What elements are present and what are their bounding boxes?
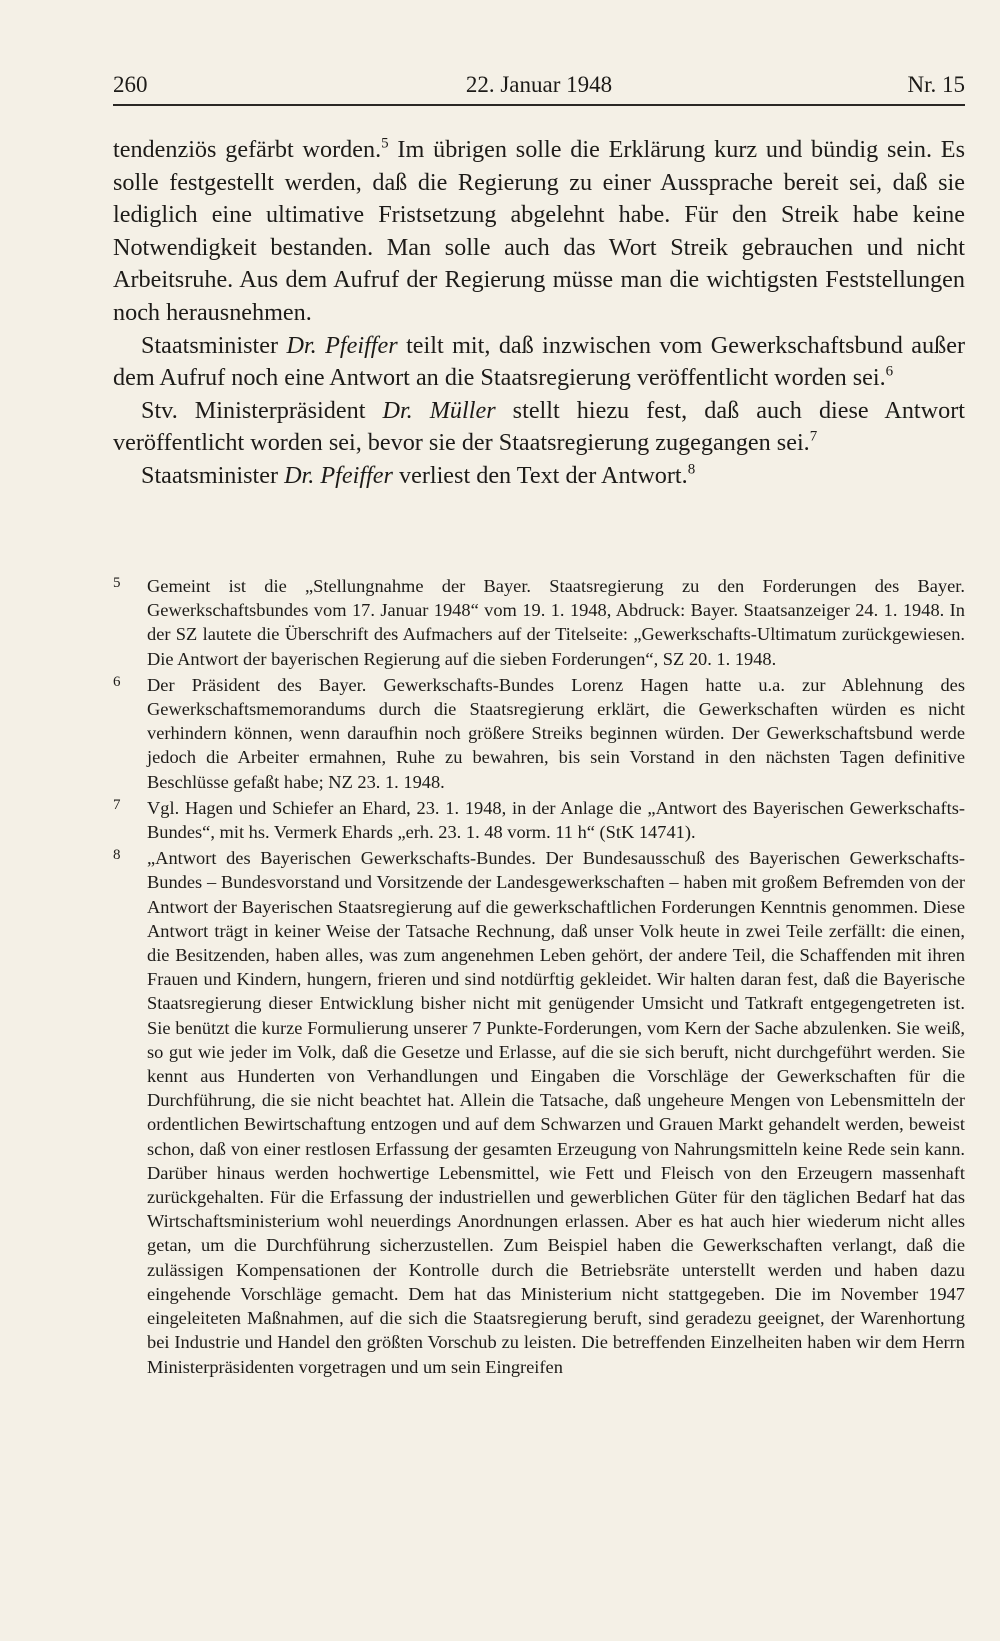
- footnote: [113, 846, 965, 1378]
- speaker-name: Dr. Pfeiffer: [284, 461, 393, 489]
- speaker-name: Dr. Müller: [382, 396, 496, 424]
- footnote-text: „Antwort des Bayerischen Gewerkschafts-Bundes. Der Bundesausschuß des Bayerischen Gewerkschafts-Bundes – Bundesvorstand und Vorsitzende der Landesgewerkschaften – haben mit großem Befremden von der Antwort der Bayerischen Staatsregierung auf die gewerkschaftlichen Forderungen Kenntnis genommen. Diese Antwort trägt in keiner Weise der Tatsache Rechnung, daß unser Volk heute in zwei Teile zerfällt: die einen, die Besitzenden, haben alles, was zum angenehmen Leben gehört, der andere Teil, die Schaffenden mit ihren Frauen und Kindern, hungern, frieren und sind notdürftig gekleidet. Wir halten daran fest, daß die Bayerische Staatsregierung dieser Entwicklung bisher nicht mit genügender Umsicht und Tatkraft entgegengetreten ist. Sie benützt die kurze Formulierung unserer 7 Punkte-Forderungen, vom Kern der Sache abzulenken. Sie weiß, so gut wie jeder im Volk, daß die Gesetze und Erlasse, auf die sie sich beruft, nicht durchgeführt werden. Sie kennt aus Hunderten von Verhandlungen und Eingaben die Vorschläge der Gewerkschaften für die Durchführung, die sie nicht beachtet hat. Allein die Tatsache, daß ungeheure Mengen von Lebensmitteln der ordentlichen Bewirtschaftung entzogen und auf dem Schwarzen und Grauen Markt gehandelt werden, beweist schon, daß von einer restlosen Erfassung der gesamten Erzeugung von Nahrungsmitteln keine Rede sein kann. Darüber hinaus werden hochwertige Lebensmittel, wie Fett und Fleisch von den Erzeugern massenhaft zurückgehalten. Für die Erfassung der industriellen und gewerblichen Güter für den täglichen Bedarf hat das Wirtschaftsministerium wohl neuerdings Anordnungen erlassen. Aber es hat auch hier wiederum nicht alles getan, um die Durchführung sicherzustellen. Zum Beispiel haben die Gewerkschaften verlangt, daß die zulässigen Kompensationen der Kontrolle durch die Betriebsräte unterstellt werden und haben dazu eingehende Vorschläge gemacht. Dem hat das Ministerium nicht stattgegeben. Die im November 1947 eingeleiteten Maßnahmen, auf die sich die Staatsregierung beruft, sind geradezu geeignet, der Warenhortung bei Industrie und Handel den größten Vorschub zu leisten. Die betreffenden Einzelheiten haben wir dem Herrn Ministerpräsidenten vorgetragen und um sein Eingreifen: [147, 848, 965, 1377]
- page-number: 260: [113, 72, 148, 97]
- paragraph: Staatsminister Dr. Pfeiffer teilt mit, daß inzwischen vom Gewerkschaftsbund außer dem Aufruf noch eine Antwort an die Staatsregierung veröffentlicht worden sei.$^6$: [113, 331, 965, 392]
- footnote-number: 6: [113, 673, 121, 690]
- footnote-text: Vgl. Hagen und Schiefer an Ehard, 23. 1. 1948, in der Anlage die „Antwort des Bayerischen Gewerkschafts-Bundes“, mit hs. Vermerk Ehards „erh. 23. 1. 48 vorm. 11 h“ (StK 14741).: [147, 797, 965, 843]
- footnote-number: 5: [113, 575, 121, 591]
- footnote-ref: 8: [687, 461, 696, 478]
- main-text: [113, 134, 965, 493]
- paragraph: tendenziös gefärbt worden.$^5$ Im übrigen solle die Erklärung kurz und bündig sein. Es solle festgestellt werden, daß die Regierung zu einer Aussprache bereit sei, daß sie lediglich eine ultimative Fristsetzung abgelehnt habe. Für den Streik habe keine Notwendigkeit bestanden. Man solle auch das Wort Streik gebrauchen und nicht Arbeitsruhe. Aus dem Aufruf der Regierung müsse man die wichtigsten Feststellungen noch herausnehmen.: [113, 135, 965, 326]
- footnote-ref: 5: [381, 135, 389, 152]
- document-number: Nr. 15: [907, 72, 965, 97]
- footnote-ref: 6: [885, 363, 894, 380]
- header-date: 22. Januar 1948: [465, 72, 613, 97]
- paragraph: Stv. Ministerpräsident Dr. Müller stellt hiezu fest, daß auch diese Antwort veröffentlicht worden sei, bevor sie der Staatsregierung zugegangen sei.$^7$: [113, 396, 965, 457]
- footnote: [113, 574, 965, 671]
- footnote: [113, 673, 965, 794]
- footnotes: [113, 574, 965, 1381]
- footnote-text: Der Präsident des Bayer. Gewerkschafts-Bundes Lorenz Hagen hatte u.a. zur Ablehnung des Gewerkschaftsmemorandums durch die Staatsregierung erklärt, die Gewerkschaften würden es nicht verhindern können, wenn daraufhin noch größere Streiks beginnen würden. Der Gewerkschaftsbund werde jedoch die Arbeiter ermahnen, Ruhe zu bewahren, bis sein Vorstand in den nächsten Tagen definitive Beschlüsse gefaßt habe; NZ 23. 1. 1948.: [147, 674, 965, 792]
- footnote-text: Gemeint ist die „Stellungnahme der Bayer. Staatsregierung zu den Forderungen des Bayer. Gewerkschaftsbundes vom 17. Januar 1948“ vom 19. 1. 1948, Abdruck: Bayer. Staatsanzeiger 24. 1. 1948. In der SZ lautete die Überschrift des Aufmachers auf der Titelseite: „Gewerkschafts-Ultimatum zurückgewiesen. Die Antwort der bayerischen Regierung auf die sieben Forderungen“, SZ 20. 1. 1948.: [147, 576, 965, 669]
- footnote-number: 7: [113, 796, 121, 813]
- footnote: [113, 796, 965, 844]
- footnote-ref: 7: [809, 429, 818, 446]
- footnote-number: 8: [113, 847, 121, 864]
- paragraph: Staatsminister Dr. Pfeiffer verliest den Text der Antwort.$^8$: [141, 461, 696, 489]
- page-header: [113, 70, 965, 106]
- speaker-name: Dr. Pfeiffer: [286, 331, 398, 359]
